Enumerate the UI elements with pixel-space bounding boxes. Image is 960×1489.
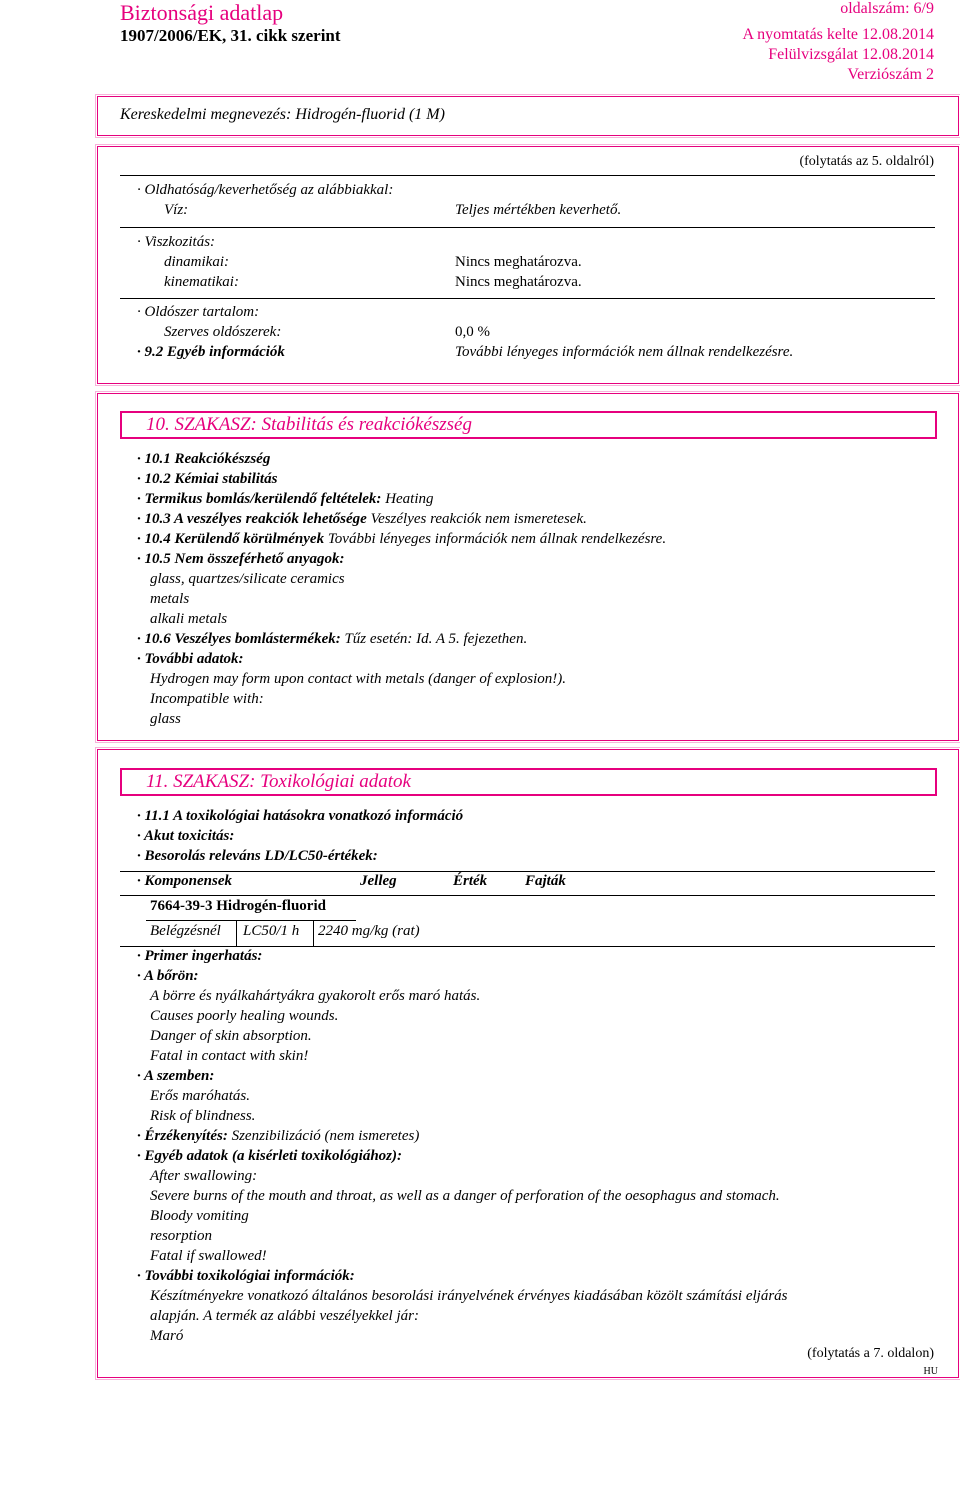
continued-on: (folytatás a 7. oldalon) [807,1346,934,1361]
hazardous-reactions-value: Veszélyes reakciók nem ismeretesek. [370,511,587,527]
skin-line: A börre és nyálkahártyákra gyakorolt erős maró hatás. [150,988,481,1004]
print-date: A nyomtatás kelte 12.08.2014 [742,26,934,43]
other-tox-line: After swallowing: [150,1168,258,1184]
document-title: Biztonsági adatlap [120,0,284,25]
other-tox-label: · Egyéb adatok (a kisérleti toxikológiához): [137,1148,402,1164]
other-info-label: · 9.2 Egyéb információk [137,344,285,360]
conditions-to-avoid-value: További lényeges információk nem állnak rendelkezésre. [327,531,667,547]
eye-line: Erős maróhatás. [150,1088,251,1104]
chemical-stability-label: · 10.2 Kémiai stabilitás [137,471,278,487]
eye-line: Risk of blindness. [150,1108,256,1124]
skin-line: Fatal in contact with skin! [150,1048,309,1064]
ld-lc50-label: · Besorolás releváns LD/LC50-értékek: [137,848,378,864]
skin-line: Causes poorly healing wounds. [150,1008,339,1024]
incompatible-item: alkali metals [150,611,228,627]
thermal-decomposition-row [137,491,434,508]
reactivity-label: · 10.1 Reakciókészség [137,451,271,467]
other-tox-line: Bloody vomiting [150,1208,249,1224]
sensitisation-label: · Érzékenyítés: [137,1128,228,1144]
incompatible-item: metals [150,591,190,607]
incompatible-materials-label: · 10.5 Nem összeférhető anyagok: [137,551,345,567]
table-route: Belégzésnél [150,923,221,939]
table-header-value: Érték [453,873,488,889]
solvent-label: · Oldószer tartalom: [137,304,260,320]
section11-header [120,768,937,796]
table-bottom-border [120,946,935,947]
table-type: LC50/1 h [243,923,300,939]
sensitisation-value: Szenzibilizáció (nem ismeretes) [231,1128,420,1144]
further-tox-line: Maró [150,1328,184,1344]
additional-data-line: Incompatible with: [150,691,264,707]
thermal-decomposition-value: Heating [385,491,434,507]
divider [120,227,935,228]
divider [120,298,935,299]
skin-line: Danger of skin absorption. [150,1028,312,1044]
primary-irritation-label: · Primer ingerhatás: [137,948,263,964]
hazardous-reactions-row [137,511,587,528]
revision-date: Felülvizsgálat 12.08.2014 [768,46,934,63]
sensitisation-row [137,1128,419,1145]
table-header-type: Jelleg [360,873,397,889]
section11-title: 11. SZAKASZ: Toxikológiai adatok [146,771,411,792]
eye-label: · A szemben: [137,1068,215,1084]
other-tox-line: Severe burns of the mouth and throat, as well as a danger of perforation of the oesophagus and stomach. [150,1188,780,1204]
organic-solvent-value: 0,0 % [455,324,490,340]
acute-toxicity-label: · Akut toxicitás: [137,828,235,844]
section10-header [120,411,937,439]
trade-name: Kereskedelmi megnevezés: Hidrogén-fluorid (1 M) [120,106,445,123]
thermal-decomposition-label: · Termikus bomlás/kerülendő feltételek: [137,491,382,507]
water-label: Víz: [164,202,189,218]
additional-data-label: · További adatok: [137,651,244,667]
kinematic-label: kinematikai: [164,274,239,290]
decomposition-products-row [137,631,527,648]
table-divider [146,920,356,921]
other-tox-line: resorption [150,1228,212,1244]
solubility-label: · Oldhatóság/keverhetőség az alábbiakkal: [137,182,394,198]
dynamic-label: dinamikai: [164,254,229,270]
incompatible-item: glass, quartzes/silicate ceramics [150,571,345,587]
conditions-to-avoid-row [137,531,666,548]
divider [120,175,935,176]
skin-label: · A bőrön: [137,968,199,984]
viscosity-label: · Viszkozitás: [137,234,216,250]
additional-data-line: Hydrogen may form upon contact with metals (danger of explosion!). [150,671,567,687]
further-tox-line: Készítményekre vonatkozó általános besorolási irányelvének érvényes kiadásában közölt számítási eljárás [150,1288,788,1304]
table-top-border [120,871,935,872]
further-tox-label: · További toxikológiai információk: [137,1268,355,1284]
continued-from: (folytatás az 5. oldalról) [799,154,934,169]
toxicological-info-label: · 11.1 A toxikológiai hatásokra vonatkozó információ [137,808,464,824]
table-component-name: 7664-39-3 Hidrogén-fluorid [150,898,326,914]
version-number: Verziószám 2 [847,66,934,83]
table-value: 2240 mg/kg (rat) [318,923,420,939]
country-code: HU [923,1366,938,1377]
other-info-value: További lényeges információk nem állnak rendelkezésre. [455,344,794,360]
additional-data-line: glass [150,711,181,727]
section10-title: 10. SZAKASZ: Stabilitás és reakciókészség [146,414,472,435]
dynamic-value: Nincs meghatározva. [455,254,582,270]
decomposition-products-value: Tűz esetén: Id. A 5. fejezethen. [344,631,528,647]
decomposition-products-label: · 10.6 Veszélyes bomlástermékek: [137,631,341,647]
table-header-component: · Komponensek [137,873,233,889]
other-tox-line: Fatal if swallowed! [150,1248,267,1264]
table-cell-border [313,921,314,946]
table-cell-border [236,921,237,946]
further-tox-line: alapján. A termék az alábbi veszélyekkel jár: [150,1308,419,1324]
table-header-species: Fajták [525,873,566,889]
hazardous-reactions-label: · 10.3 A veszélyes reakciók lehetősége [137,511,367,527]
table-divider [120,895,935,896]
conditions-to-avoid-label: · 10.4 Kerülendő körülmények [137,531,325,547]
kinematic-value: Nincs meghatározva. [455,274,582,290]
page-number: oldalszám: 6/9 [840,0,934,17]
regulation-reference: 1907/2006/EK, 31. cikk szerint [120,26,341,45]
water-value: Teljes mértékben keverhető. [455,202,622,218]
organic-solvent-label: Szerves oldószerek: [164,324,282,340]
